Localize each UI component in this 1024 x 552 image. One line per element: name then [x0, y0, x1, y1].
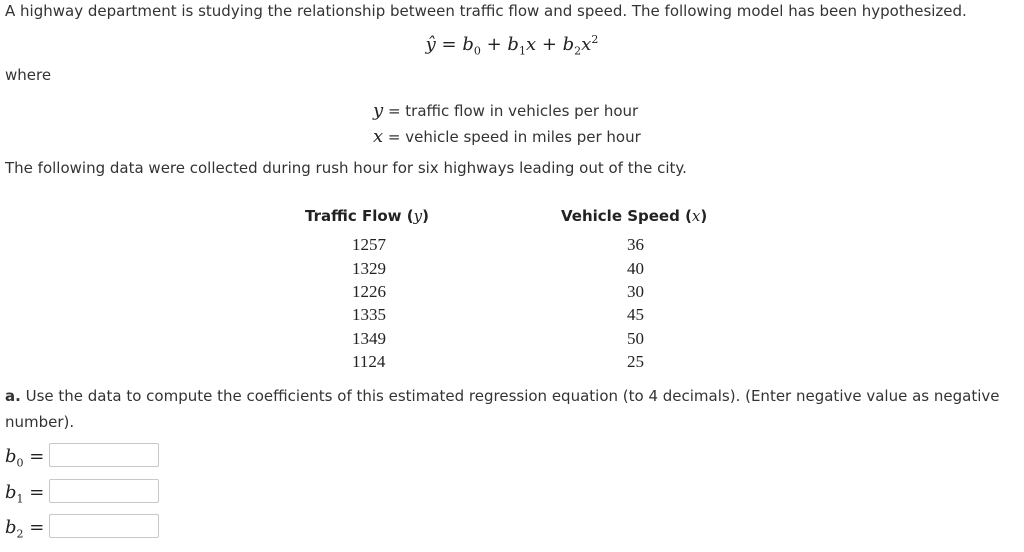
- col-header-traffic-flow: Traffic Flow (y): [305, 207, 429, 225]
- table-cell-speed: 45: [627, 305, 644, 324]
- col-header-vehicle-speed: Vehicle Speed (x): [561, 207, 708, 225]
- table-cell-flow: 1349: [352, 329, 386, 348]
- table-cell-speed: 36: [627, 235, 644, 254]
- table-cell-flow: 1335: [352, 305, 386, 324]
- table-cell-flow: 1329: [352, 259, 386, 278]
- definition-x: x = vehicle speed in miles per hour: [373, 126, 641, 147]
- where-label: where: [5, 66, 52, 84]
- b2-input[interactable]: [49, 514, 159, 538]
- part-a-question-cont: number).: [5, 413, 75, 431]
- part-a-label: a.: [5, 387, 21, 405]
- table-cell-flow: 1124: [352, 352, 386, 371]
- b2-label: $b_2$ =: [5, 517, 45, 541]
- b0-input[interactable]: [49, 443, 159, 467]
- b1-input[interactable]: [49, 479, 159, 503]
- part-a-question: a. Use the data to compute the coefficients of this estimated regression equation (to 4 decimals). (Enter negative value as negative: [5, 387, 1000, 405]
- model-equation: ŷ = $b_0 + b_1x + b_2x^2$: [425, 33, 599, 58]
- table-cell-speed: 25: [627, 352, 644, 371]
- table-cell-speed: 50: [627, 329, 644, 348]
- table-cell-flow: 1257: [352, 235, 386, 254]
- table-cell-speed: 40: [627, 259, 644, 278]
- intro-text: A highway department is studying the relationship between traffic flow and speed. The following model has been hypothesized.: [5, 2, 967, 20]
- definition-y: y = traffic flow in vehicles per hour: [373, 100, 639, 121]
- table-cell-speed: 30: [627, 282, 644, 301]
- data-intro-text: The following data were collected during rush hour for six highways leading out of the city.: [5, 159, 687, 177]
- b1-label: $b_1$ =: [5, 482, 45, 506]
- table-cell-flow: 1226: [352, 282, 386, 301]
- b0-label: $b_0$ =: [5, 446, 45, 470]
